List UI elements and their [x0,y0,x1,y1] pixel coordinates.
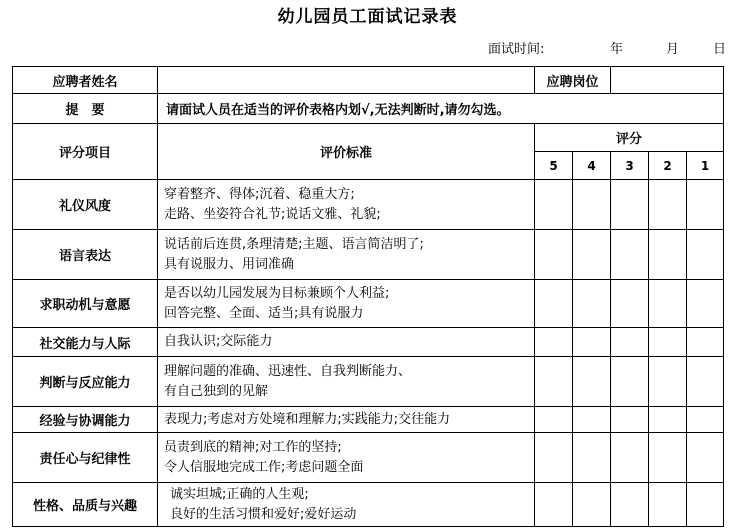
applicant-name-field[interactable] [158,67,535,94]
criterion-description: 理解问题的准确、迅速性、自我判断能力、 有自己独到的见解 [158,357,535,407]
form-title: 幼儿园员工面试记录表 [277,7,458,27]
date-label: 面试时间: [488,42,545,57]
table-row [13,180,724,230]
column-header-criteria: 评价标准 [158,124,535,180]
score-cell-1[interactable] [687,230,724,280]
score-cell-5[interactable] [535,180,573,230]
criterion-description: 自我认识;交际能力 [158,328,535,357]
criterion-description: 表现力;考虑对方处境和理解力;实践能力;交往能力 [158,407,535,433]
table-row [13,357,724,407]
score-cell-4[interactable] [573,280,611,328]
score-cell-2[interactable] [649,357,687,407]
score-cell-1[interactable] [687,280,724,328]
column-header-item: 评分项目 [13,124,158,180]
score-cell-4[interactable] [573,433,611,483]
table-row [13,280,724,328]
date-day-label: 日 [713,42,727,57]
score-cell-2[interactable] [649,407,687,433]
criterion-description: 是否以幼儿园发展为目标兼顾个人利益; 回答完整、全面、适当;具有说服力 [158,280,535,328]
position-field[interactable] [611,67,724,94]
criterion-description: 穿着整齐、得体;沉着、稳重大方; 走路、坐姿符合礼节;说话文雅、礼貌; [158,180,535,230]
score-cell-3[interactable] [611,483,649,527]
table-row [13,407,724,433]
score-header-5: 5 [535,152,573,180]
criterion-item: 语言表达 [13,230,158,280]
score-header-1: 1 [687,152,724,180]
score-cell-1[interactable] [687,407,724,433]
score-cell-3[interactable] [611,180,649,230]
score-cell-1[interactable] [687,180,724,230]
score-cell-3[interactable] [611,407,649,433]
score-cell-5[interactable] [535,328,573,357]
criterion-item: 经验与协调能力 [13,407,158,433]
score-cell-5[interactable] [535,407,573,433]
score-cell-1[interactable] [687,328,724,357]
score-cell-5[interactable] [535,433,573,483]
score-cell-1[interactable] [687,357,724,407]
score-cell-3[interactable] [611,433,649,483]
criterion-description: 员责到底的精神;对工作的坚持; 令人信服地完成工作;考虑问题全面 [158,433,535,483]
score-cell-3[interactable] [611,280,649,328]
score-cell-2[interactable] [649,180,687,230]
score-cell-2[interactable] [649,483,687,527]
score-cell-2[interactable] [649,230,687,280]
table-row [13,230,724,280]
criterion-description: 诚实坦城;正确的人生观; 良好的生活习惯和爱好;爱好运动 [158,483,535,527]
score-cell-4[interactable] [573,180,611,230]
criterion-item: 性格、品质与兴趣 [13,483,158,527]
table-row [13,328,724,357]
table-row [13,433,724,483]
criterion-description: 说话前后连贯,条理清楚;主题、语言简洁明了; 具有说服力、用词准确 [158,230,535,280]
interview-record-table [12,66,724,527]
notice-label: 提 要 [13,94,158,124]
score-cell-4[interactable] [573,483,611,527]
score-cell-5[interactable] [535,483,573,527]
score-cell-2[interactable] [649,280,687,328]
score-cell-4[interactable] [573,357,611,407]
table-row [13,483,724,527]
date-year-label: 年 [610,42,624,57]
criterion-item: 判断与反应能力 [13,357,158,407]
position-label: 应聘岗位 [535,67,611,94]
criterion-item: 责任心与纪律性 [13,433,158,483]
score-header-4: 4 [573,152,611,180]
score-header-3: 3 [611,152,649,180]
score-cell-5[interactable] [535,357,573,407]
score-cell-5[interactable] [535,280,573,328]
date-month-label: 月 [666,42,680,57]
score-cell-3[interactable] [611,328,649,357]
score-cell-2[interactable] [649,328,687,357]
applicant-name-label: 应聘者姓名 [13,67,158,94]
score-cell-5[interactable] [535,230,573,280]
score-cell-4[interactable] [573,328,611,357]
score-cell-3[interactable] [611,357,649,407]
score-cell-4[interactable] [573,230,611,280]
criterion-item: 礼仪风度 [13,180,158,230]
score-cell-1[interactable] [687,433,724,483]
criterion-item: 社交能力与人际 [13,328,158,357]
score-cell-3[interactable] [611,230,649,280]
score-cell-1[interactable] [687,483,724,527]
score-cell-4[interactable] [573,407,611,433]
score-cell-2[interactable] [649,433,687,483]
score-header-2: 2 [649,152,687,180]
criterion-item: 求职动机与意愿 [13,280,158,328]
notice-text: 请面试人员在适当的评价表格内划√,无法判断时,请勿勾选。 [158,94,724,124]
column-header-score: 评分 [535,124,724,152]
